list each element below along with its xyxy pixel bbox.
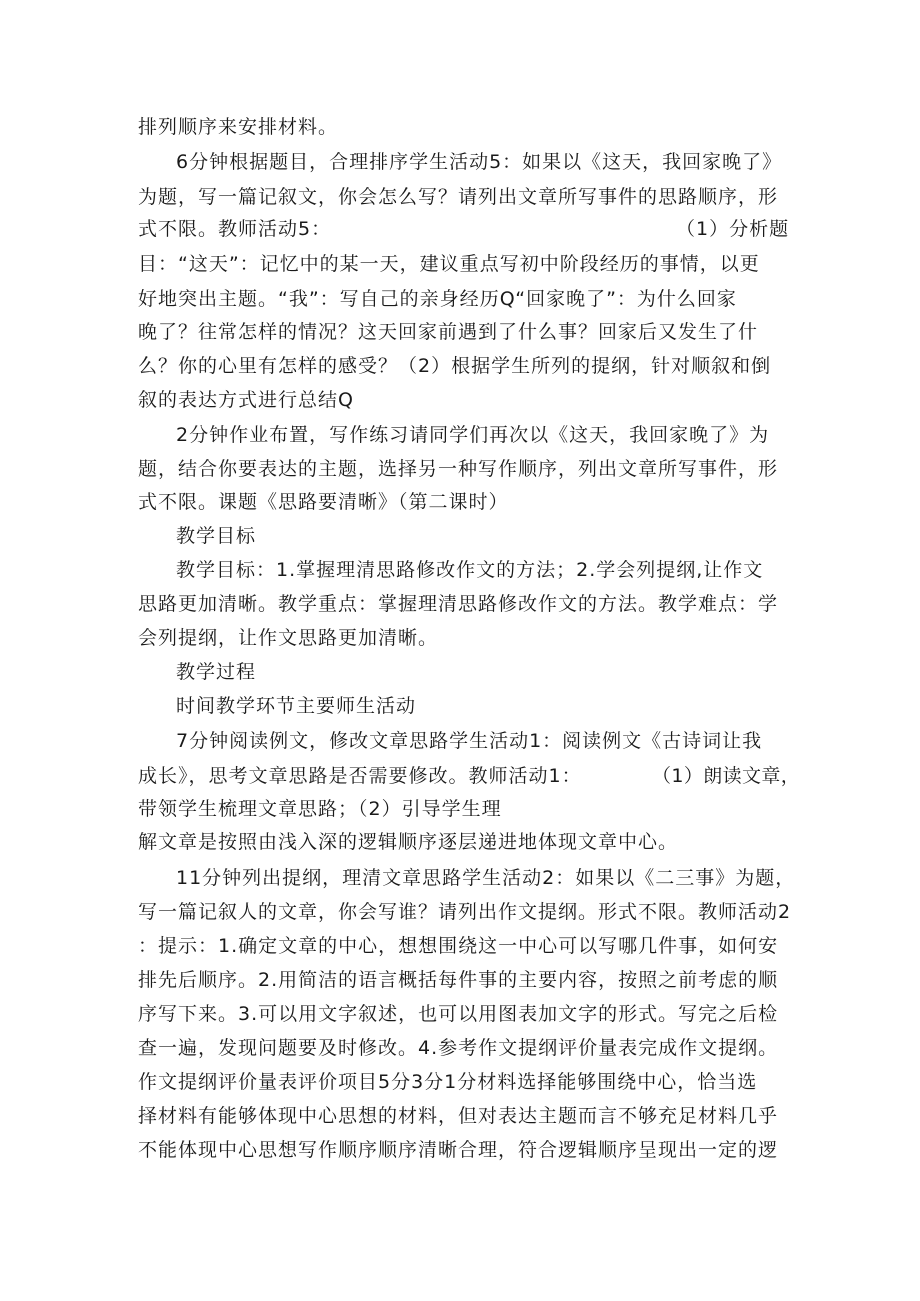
text-line: 题，结合你要表达的主题，选择另一种写作顺序，列出文章所写事件，形 [138, 458, 779, 480]
text-line: 为题，写一篇记叙文，你会怎么写？请列出文章所写事件的思路顺序，形 [138, 186, 779, 208]
text-line: 7分钟阅读例文，修改文章思路学生活动1：阅读例文《古诗词让我 [176, 730, 763, 752]
text-line: 时间教学环节主要师生活动 [176, 695, 417, 717]
text-line: 序写下来。3.可以用文字叙述，也可以用图表加文字的形式。写完之后检 [138, 1003, 779, 1025]
text-line: 式不限。教师活动5： [138, 218, 332, 240]
text-line: 择材料有能够体现中心思想的材料，但对表达主题而言不够充足材料几乎 [138, 1105, 779, 1127]
text-line: 教学目标：1.掌握理清思路修改作文的方法；2.学会列提纲,让作文 [176, 559, 764, 581]
text-line: 成长》，思考文章思路是否需要修改。教师活动1： [138, 765, 582, 787]
text-line: 排列顺序来安排材料。 [138, 116, 339, 138]
text-line: ：提示：1.确定文章的中心，想想围绕这一中心可以写哪几件事，如何安 [138, 935, 779, 957]
text-line: 目：“这天”：记忆中的某一天，建议重点写初中阶段经历的事情，以更 [138, 253, 760, 275]
section-heading: 教学目标 [176, 525, 257, 547]
text-line: 式不限。课题《思路要清晰》（第二课时） [138, 491, 509, 513]
text-line: 作文提纲评价量表评价项目5分3分1分材料选择能够围绕中心，恰当选 [138, 1071, 758, 1093]
text-line: 么？你的心里有怎样的感受？（2）根据学生所列的提纲，针对顺叙和倒 [138, 355, 772, 377]
text-line: 排先后顺序。2.用简洁的语言概括每件事的主要内容，按照之前考虑的顺 [138, 969, 779, 991]
text-line: 好地突出主题。“我”：写自己的亲身经历Q“回家晚了”：为什么回家 [138, 288, 737, 310]
text-line: 带领学生梳理文章思路；（2）引导学生理 [138, 798, 502, 820]
text-line: （1）朗读文章， [652, 765, 801, 787]
text-line: 11分钟列出提纲，理清文章思路学生活动2：如果以《二三事》为题， [176, 867, 796, 889]
text-line: 会列提纲，让作文思路更加清晰。 [138, 627, 439, 649]
text-line: 不能体现中心思想写作顺序顺序清晰合理，符合逻辑顺序呈现出一定的逻 [138, 1139, 779, 1161]
text-line: （1）分析题 [676, 218, 790, 240]
text-line: 叙的表达方式进行总结Q [138, 389, 354, 411]
text-line: 2分钟作业布置，写作练习请同学们再次以《这天，我回家晚了》为 [176, 424, 770, 446]
text-line: 6分钟根据题目，合理排序学生活动5：如果以《这天，我回家晚了》 [176, 151, 783, 173]
text-line: 思路更加清晰。教学重点：掌握理清思路修改作文的方法。教学难点：学 [138, 593, 779, 615]
text-line: 查一遍，发现问题要及时修改。4.参考作文提纲评价量表完成作文提纲。 [138, 1037, 779, 1059]
section-heading: 教学过程 [176, 661, 257, 683]
text-line: 晚了？往常怎样的情况？这天回家前遇到了什么事？回家后又发生了什 [138, 321, 759, 343]
text-line: 写一篇记叙人的文章，你会写谁？请列出作文提纲。形式不限。教师活动2 [138, 901, 792, 923]
text-line: 解文章是按照由浅入深的逻辑顺序逐层递进地体现文章中心。 [138, 831, 679, 853]
